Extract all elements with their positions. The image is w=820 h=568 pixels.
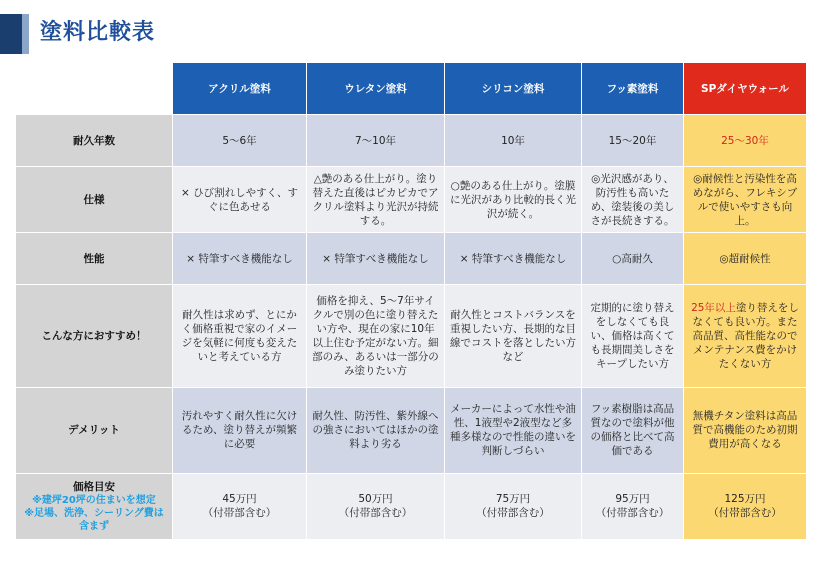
price-value: 45万円 (222, 493, 257, 506)
cell-price-silicone (445, 473, 582, 539)
row-label-spec: 仕様 (16, 167, 173, 233)
header-fluorine: フッ素塗料 (582, 63, 684, 115)
row-label-recommend: こんな方におすすめ！ (16, 285, 173, 387)
price-label: 価格目安 (73, 480, 115, 493)
cell-spec-fluorine: ◎光沢感があり、防汚性も高いため、塗装後の美しさが長続きする。 (582, 167, 684, 233)
cell-demerit-silicone: メーカーによって水性や油性、1液型や2液型など多種多様なので性能の違いを判断しづらい (445, 387, 582, 473)
header-acrylic: アクリル塗料 (173, 63, 307, 115)
cell-demerit-sp: 無機チタン塗料は高品質で高機能のため初期費用が高くなる (684, 387, 807, 473)
table-row (16, 167, 807, 233)
table-row (16, 387, 807, 473)
title-accent-bar (0, 14, 30, 54)
cell-recommend-silicone: 耐久性とコストバランスを重視したい方、長期的な目線でコストを落としたい方など (445, 285, 582, 387)
cell-spec-acrylic: × ひび割れしやすく、すぐに色あせる (173, 167, 307, 233)
price-value: 125万円 (724, 493, 766, 506)
price-note-floor-area: ※建坪20坪の住まいを想定 (32, 494, 156, 506)
table-row (16, 473, 807, 539)
cell-durability-urethane: 7〜10年 (307, 115, 445, 167)
recommend-sp-highlight: 25年以上 (691, 302, 736, 314)
page-title: 塗料比較表 (40, 20, 156, 45)
cell-performance-acrylic: × 特筆すべき機能なし (173, 233, 307, 285)
row-label-performance: 性能 (16, 233, 173, 285)
table-row (16, 115, 807, 167)
price-note-excluded: ※足場、洗浄、シーリング費は含まず (24, 507, 164, 532)
cell-performance-urethane: × 特筆すべき機能なし (307, 233, 445, 285)
cell-performance-fluorine: ○高耐久 (582, 233, 684, 285)
cell-durability-silicone: 10年 (445, 115, 582, 167)
cell-durability-acrylic: 5〜6年 (173, 115, 307, 167)
cell-performance-silicone: × 特筆すべき機能なし (445, 233, 582, 285)
price-unit-note: （付帯部含む） (595, 507, 670, 520)
price-value: 50万円 (358, 493, 393, 506)
row-label-demerit: デメリット (16, 387, 173, 473)
cell-demerit-acrylic: 汚れやすく耐久性に欠けるため、塗り替えが頻繁に必要 (173, 387, 307, 473)
row-label-price (16, 473, 173, 539)
cell-recommend-sp (684, 285, 807, 387)
cell-demerit-urethane: 耐久性、防汚性、紫外線への強さにおいてはほかの塗料より劣る (307, 387, 445, 473)
table-row (16, 285, 807, 387)
header-corner (16, 63, 173, 115)
cell-recommend-acrylic: 耐久性は求めず、とにかく価格重視で家のイメージを気軽に何度も変えたいと考えている方 (173, 285, 307, 387)
cell-durability-fluorine: 15〜20年 (582, 115, 684, 167)
cell-price-acrylic (173, 473, 307, 539)
accent-bar-dark (0, 14, 22, 54)
price-unit-note: （付帯部含む） (708, 507, 782, 520)
price-unit-note: （付帯部含む） (476, 507, 550, 520)
table-row (16, 233, 807, 285)
cell-recommend-urethane: 価格を抑え、5〜7年サイクルで別の色に塗り替えたい方や、現在の家に10年以上住む予定がない方。細部のみ、あるいは一部分のみ塗りたい方 (307, 285, 445, 387)
cell-recommend-fluorine: 定期的に塗り替えをしなくても良い、価格は高くても長期間美しさをキープしたい方 (582, 285, 684, 387)
price-unit-note: （付帯部含む） (202, 507, 277, 520)
header-urethane: ウレタン塗料 (307, 63, 445, 115)
paint-comparison-table (15, 62, 807, 540)
price-unit-note: （付帯部含む） (338, 507, 413, 520)
recommend-sp-text: 塗り替えをしなくても良い方。また高品質、高性能なのでメンテナンス費をかけたくない方 (692, 302, 799, 370)
price-value: 95万円 (615, 493, 650, 506)
cell-demerit-fluorine: フッ素樹脂は高品質なので塗料が他の価格と比べて高価である (582, 387, 684, 473)
cell-durability-sp: 25〜30年 (684, 115, 807, 167)
cell-performance-sp: ◎超耐候性 (684, 233, 807, 285)
cell-price-sp (684, 473, 807, 539)
table-header-row (16, 63, 807, 115)
price-value: 75万円 (495, 493, 531, 506)
accent-bar-light (22, 14, 29, 54)
cell-price-urethane (307, 473, 445, 539)
cell-spec-urethane: △艶のある仕上がり。塗り替えた直後はピカピカでアクリル塗料より光沢が持続する。 (307, 167, 445, 233)
cell-spec-silicone: ○艶のある仕上がり。塗膜に光沢があり比較的長く光沢が続く。 (445, 167, 582, 233)
cell-price-fluorine (582, 473, 684, 539)
header-silicone: シリコン塗料 (445, 63, 582, 115)
header-sp-diawall: SPダイヤウォール (684, 63, 807, 115)
cell-spec-sp: ◎耐候性と汚染性を高めながら、フレキシブルで使いやすさも向上。 (684, 167, 807, 233)
row-label-durability: 耐久年数 (16, 115, 173, 167)
